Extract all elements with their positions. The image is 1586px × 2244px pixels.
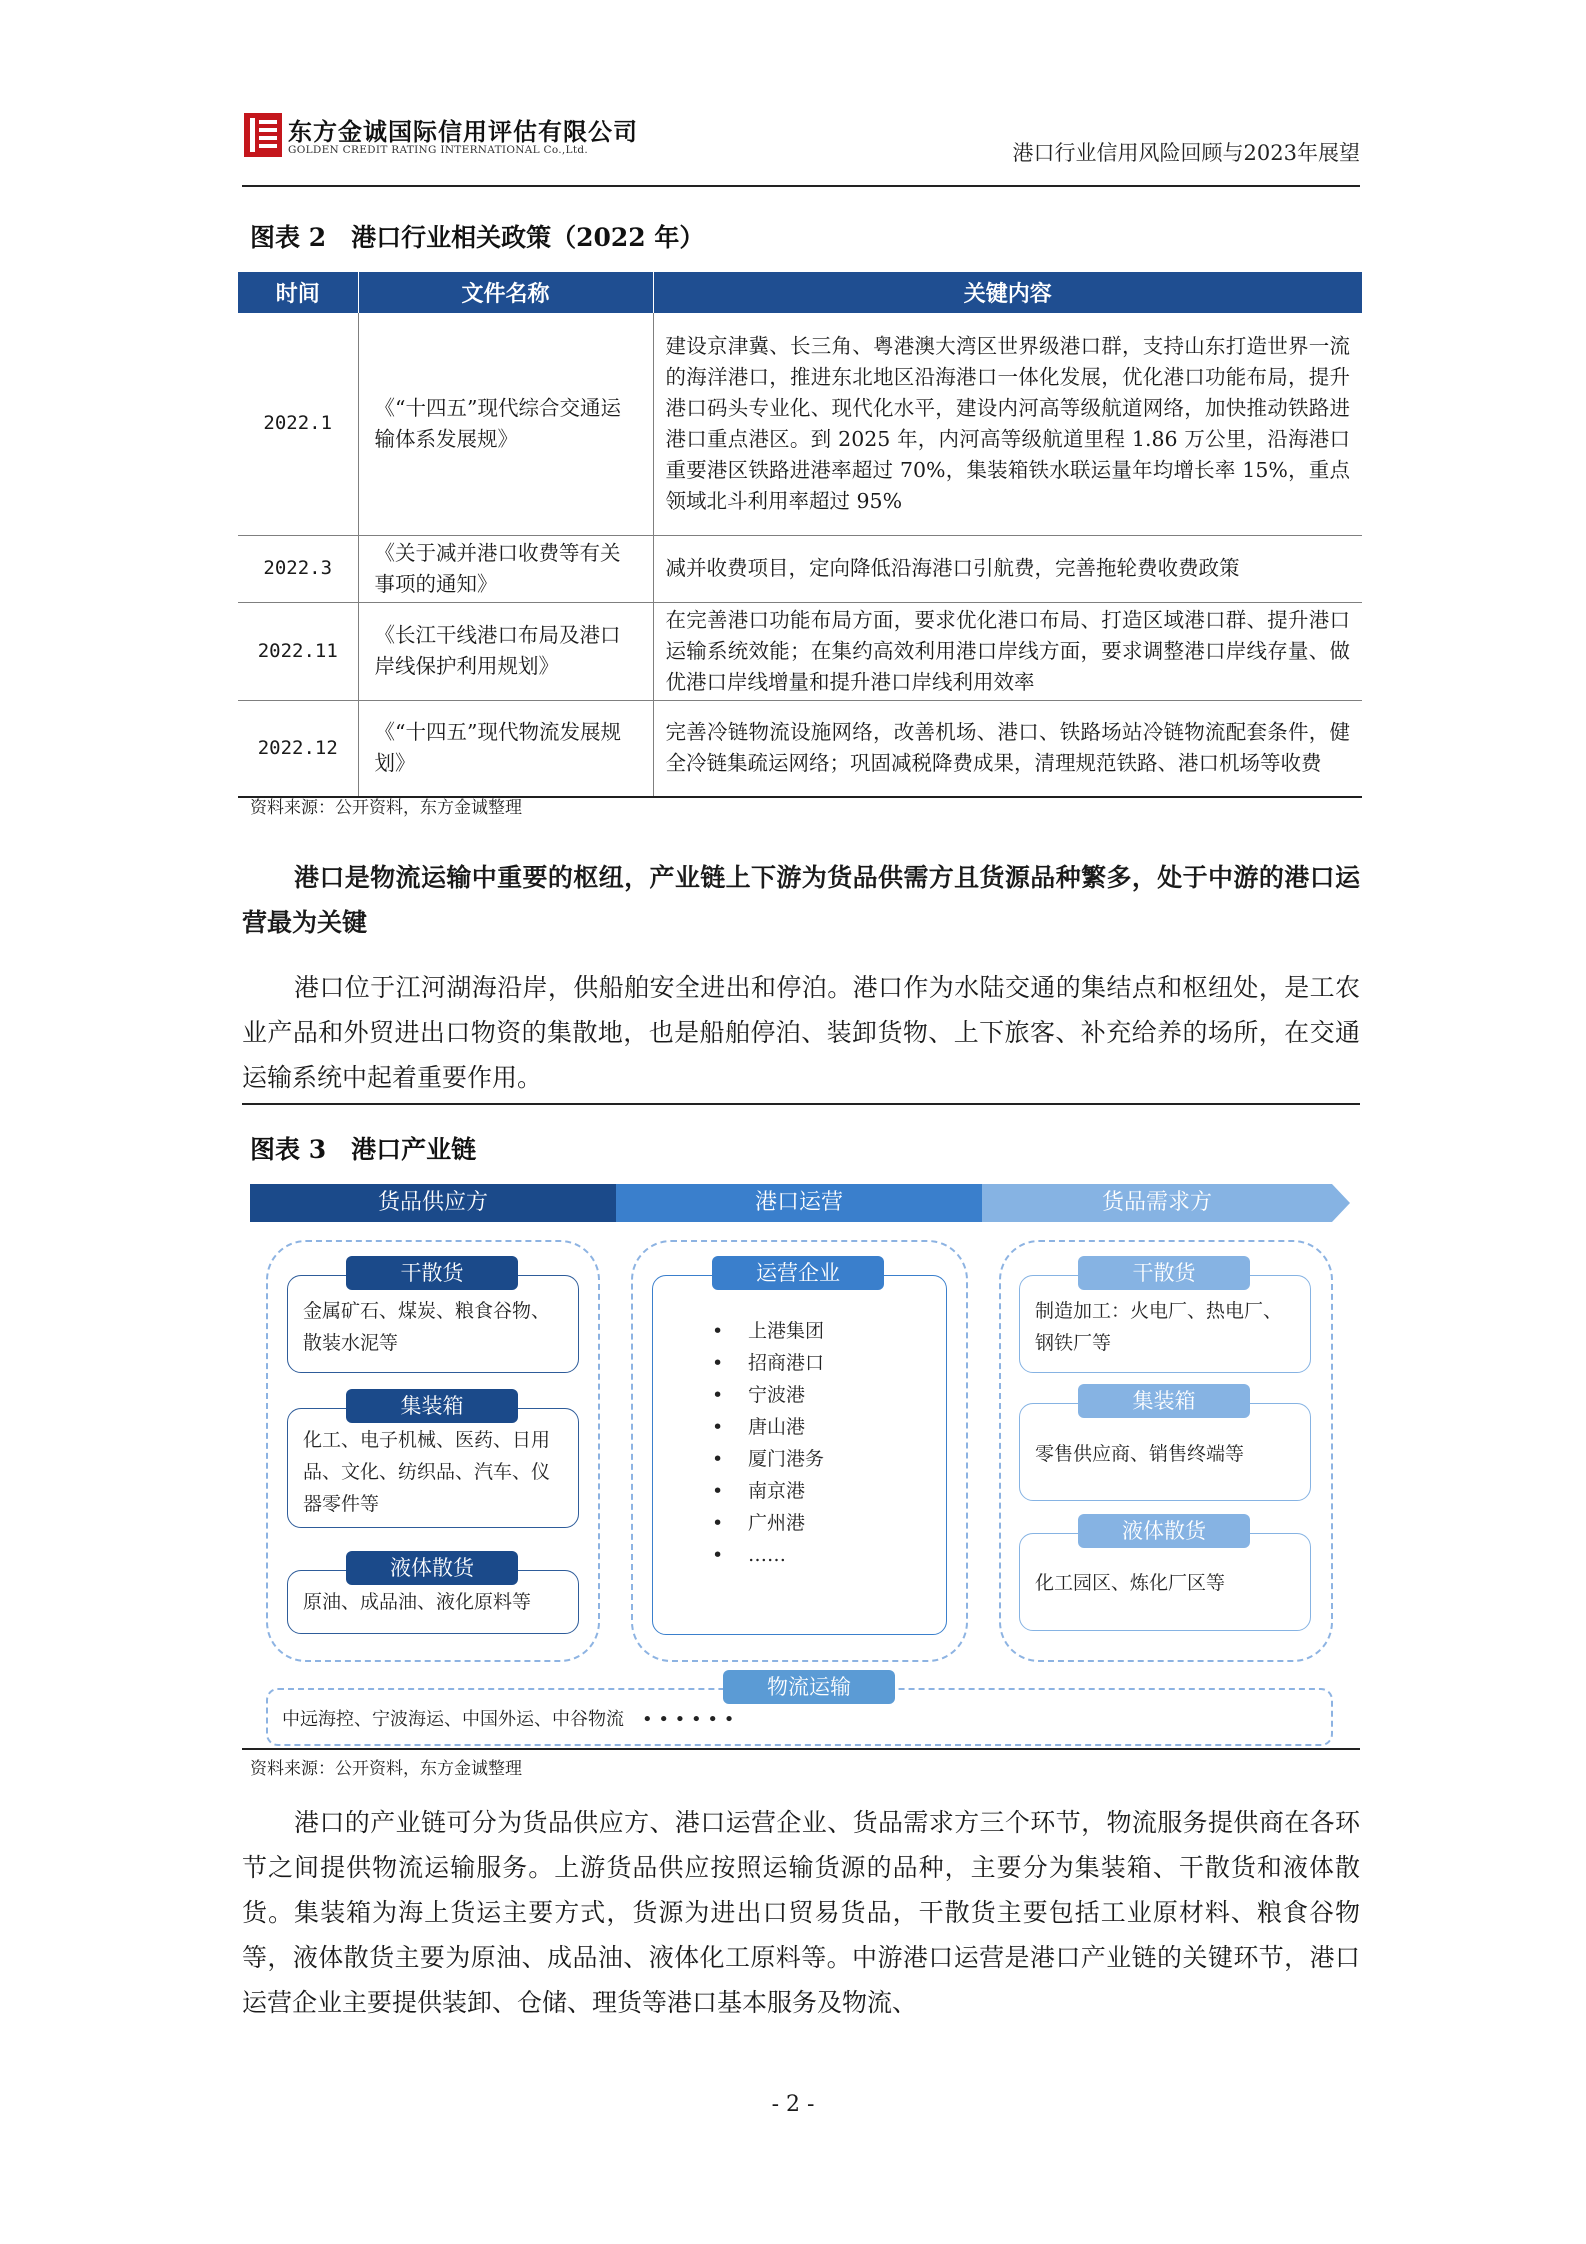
company-logo-icon	[244, 113, 282, 157]
policy-table	[238, 272, 1362, 798]
operators-list	[712, 1315, 824, 1571]
table-row	[238, 313, 1362, 535]
figure3-bottom-rule	[242, 1748, 1360, 1750]
demand-container-text: 零售供应商、销售终端等	[1035, 1443, 1245, 1465]
list-item: • 南京港	[712, 1475, 824, 1507]
stage-port-label: 港口运营	[754, 1190, 843, 1215]
supply-liquid-bulk-label: 液体散货	[346, 1551, 518, 1585]
demand-liquid-bulk-text: 化工园区、炼化厂区等	[1035, 1572, 1226, 1594]
report-title: 港口行业信用风险回顾与2023年展望	[1012, 141, 1360, 165]
figure3-title: 图表 3 港口产业链	[250, 1135, 477, 1164]
paragraph-port-intro: 港口位于江河湖海沿岸，供船舶安全进出和停泊。港口作为水陆交通的集结点和枢纽处，是工农业产品和外贸进出口物资的集散地，也是船舶停泊、装卸货物、上下旅客、补充给养的场所，在交通运输系统中起着重要作用。	[242, 973, 1360, 1092]
list-item: • 招商港口	[712, 1347, 824, 1379]
company-name-cn: 东方金诚国际信用评估有限公司	[288, 117, 638, 146]
column-header-content: 关键内容	[653, 272, 1362, 313]
list-item: • 上港集团	[712, 1315, 824, 1347]
cell-doc: 《“十四五”现代物流发展规划》	[358, 700, 653, 797]
table2-title: 图表 2 港口行业相关政策（2022 年）	[250, 223, 705, 252]
table-row	[238, 700, 1362, 797]
logistics-text: 中远海控、宁波海运、中国外运、中谷物流 • • • • • •	[282, 1709, 735, 1730]
demand-liquid-bulk-label: 液体散货	[1078, 1514, 1250, 1548]
supply-dry-bulk-text: 金属矿石、煤炭、粮食谷物、散装水泥等	[303, 1300, 551, 1354]
column-header-time: 时间	[238, 272, 358, 313]
column-header-doc: 文件名称	[358, 272, 653, 313]
cell-time: 2022.12	[238, 700, 358, 797]
page-number: - 2 -	[771, 2092, 815, 2117]
table-row	[238, 535, 1362, 602]
header-divider	[242, 185, 1360, 187]
figure3-source: 资料来源：公开资料，东方金诚整理	[250, 1759, 522, 1779]
list-item: • 唐山港	[712, 1411, 824, 1443]
list-item: • ……	[712, 1539, 824, 1571]
demand-dry-bulk-label: 干散货	[1078, 1256, 1250, 1290]
section-heading: 港口是物流运输中重要的枢纽，产业链上下游为货品供需方且货源品种繁多，处于中游的港口运营最为关键	[242, 863, 1360, 937]
company-name-en: GOLDEN CREDIT RATING INTERNATIONAL Co.,Ltd.	[288, 144, 589, 156]
table-header-row	[238, 272, 1362, 313]
table-row	[238, 602, 1362, 700]
supply-container-label: 集装箱	[346, 1389, 518, 1423]
demand-dry-bulk-text: 制造加工：火电厂、热电厂、钢铁厂等	[1035, 1300, 1283, 1354]
cell-time: 2022.11	[238, 602, 358, 700]
cell-time: 2022.1	[238, 313, 358, 535]
operators-label: 运营企业	[712, 1256, 884, 1290]
list-item: • 宁波港	[712, 1379, 824, 1411]
list-item: • 广州港	[712, 1507, 824, 1539]
cell-content: 完善冷链物流设施网络，改善机场、港口、铁路场站冷链物流配套条件，健全冷链集疏运网络；巩固减税降费成果，清理规范铁路、港口机场等收费	[653, 700, 1362, 797]
demand-container-label: 集装箱	[1078, 1384, 1250, 1418]
table2-source: 资料来源：公开资料，东方金诚整理	[250, 798, 522, 818]
logistics-label: 物流运输	[723, 1670, 895, 1704]
figure3-top-rule	[242, 1103, 1360, 1105]
stage-demand-label: 货品需求方	[1101, 1190, 1212, 1215]
cell-doc: 《“十四五”现代综合交通运输体系发展规》	[358, 313, 653, 535]
supply-liquid-bulk-text: 原油、成品油、液化原料等	[303, 1591, 532, 1613]
list-item: • 厦门港务	[712, 1443, 824, 1475]
cell-content: 建设京津冀、长三角、粤港澳大湾区世界级港口群，支持山东打造世界一流的海洋港口，推进东北地区沿海港口一体化发展，优化港口功能布局，提升港口码头专业化、现代化水平，建设内河高等级航道网络，加快推动铁路进港口重点港区。到 2025 年，内河高等级航道里程 1.86 万公里，沿海港口重要港区铁路进港率超过 70%，集装箱铁水联运量年均增长率 15%，重点领域北斗利用率超过 95%	[653, 313, 1362, 535]
cell-doc: 《关于减并港口收费等有关事项的通知》	[358, 535, 653, 602]
cell-content: 在完善港口功能布局方面，要求优化港口布局、打造区域港口群、提升港口运输系统效能；在集约高效利用港口岸线方面，要求调整港口岸线存量、做优港口岸线增量和提升港口岸线利用效率	[653, 602, 1362, 700]
cell-doc: 《长江干线港口布局及港口岸线保护利用规划》	[358, 602, 653, 700]
supply-dry-bulk-label: 干散货	[346, 1256, 518, 1290]
paragraph-industry-chain: 港口的产业链可分为货品供应方、港口运营企业、货品需求方三个环节，物流服务提供商在各环节之间提供物流运输服务。上游货品供应按照运输货源的品种，主要分为集装箱、干散货和液体散货。集装箱为海上货运主要方式，货源为进出口贸易货品，干散货主要包括工业原材料、粮食谷物等，液体散货主要为原油、成品油、液体化工原料等。中游港口运营是港口产业链的关键环节，港口运营企业主要提供装卸、仓储、理货等港口基本服务及物流、	[242, 1808, 1360, 2017]
supply-container-text: 化工、电子机械、医药、日用品、文化、纺织品、汽车、仪器零件等	[303, 1429, 551, 1515]
cell-content: 减并收费项目，定向降低沿海港口引航费，完善拖轮费收费政策	[653, 535, 1362, 602]
stage-supply-label: 货品供应方	[377, 1190, 488, 1215]
cell-time: 2022.3	[238, 535, 358, 602]
